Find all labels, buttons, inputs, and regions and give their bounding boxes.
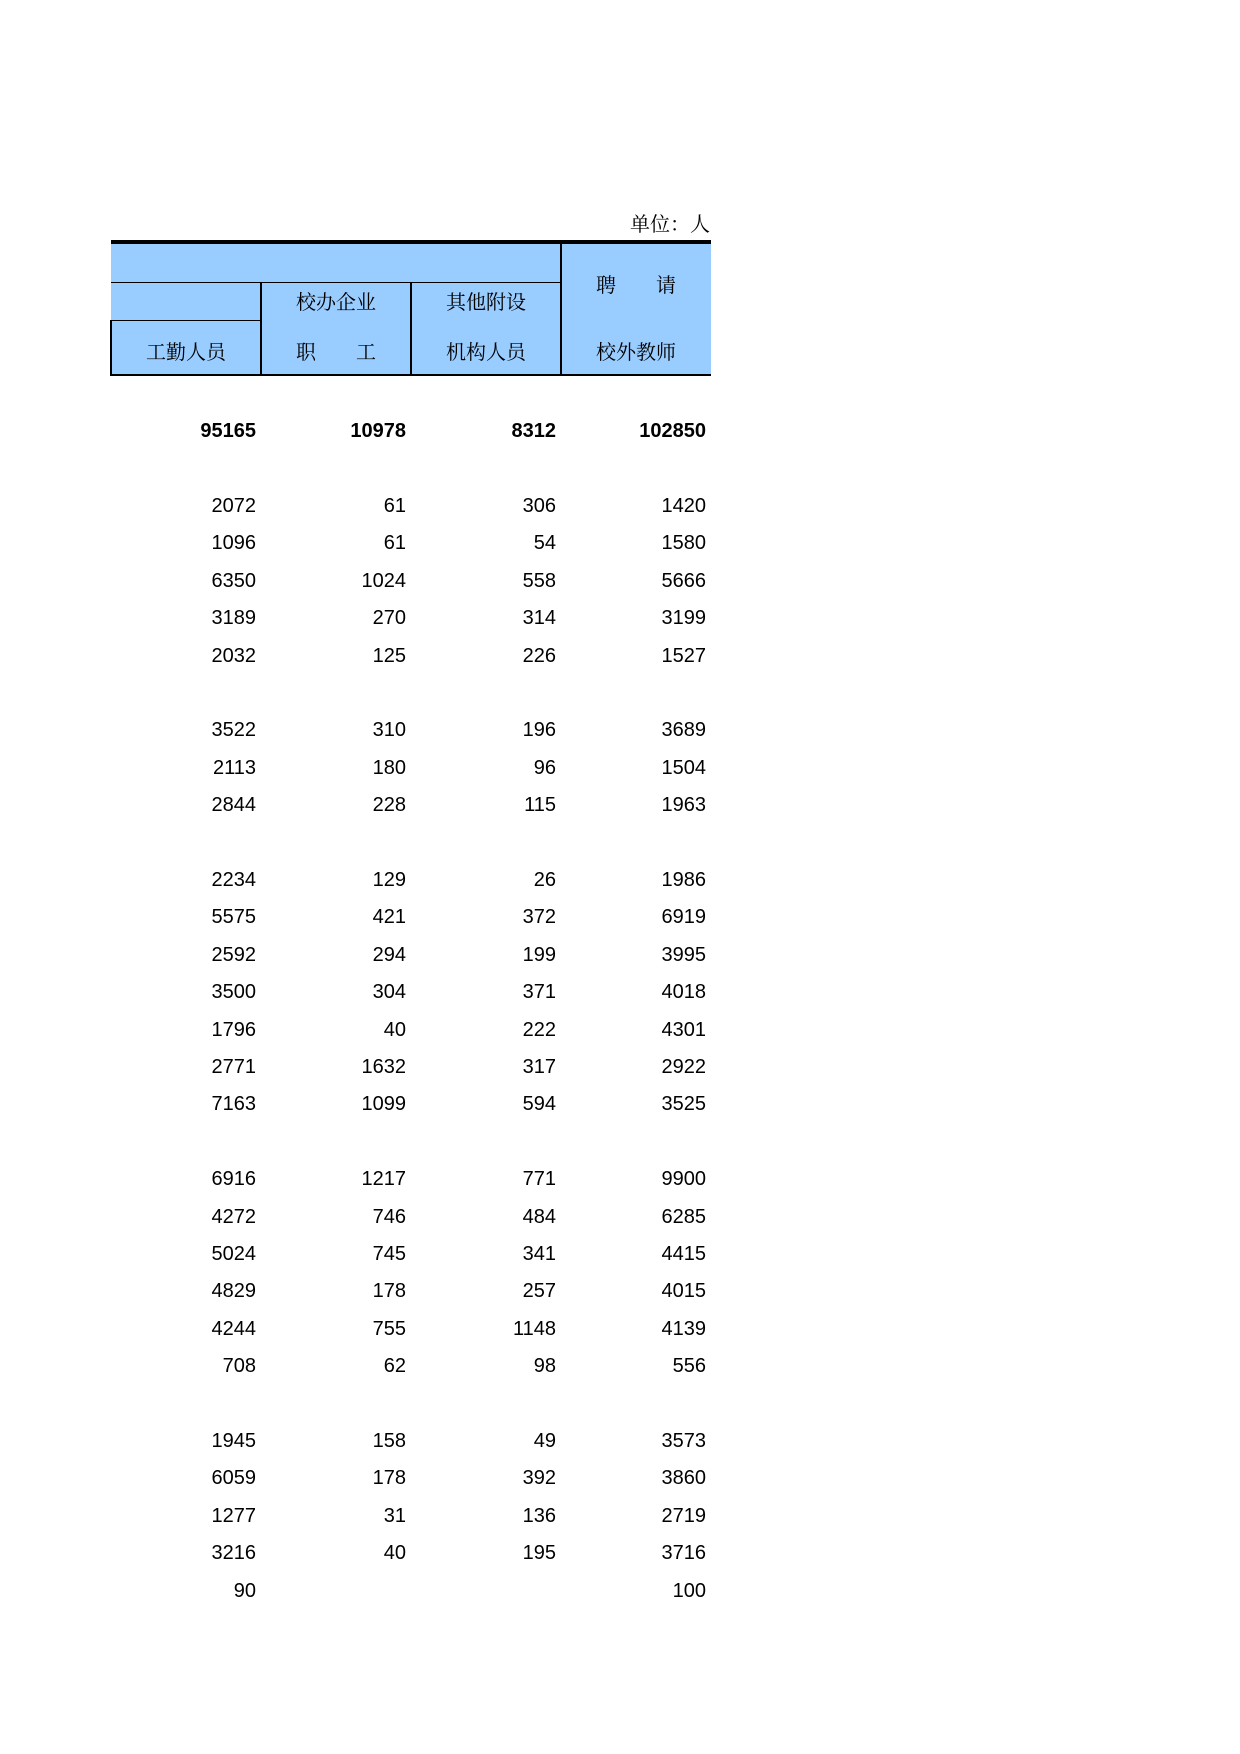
- table-cell: 4139: [661, 1317, 706, 1340]
- table-cell: 1099: [361, 1093, 406, 1116]
- table-cell: 2719: [661, 1504, 706, 1527]
- table-cell: 708: [222, 1355, 256, 1378]
- table-cell: 96: [533, 756, 556, 779]
- table-cell: 3573: [661, 1430, 706, 1452]
- table-cell: 3716: [661, 1542, 706, 1565]
- table-cell: 10978: [350, 420, 406, 442]
- table-cell: 6059: [211, 1467, 256, 1490]
- table-cell: 1217: [361, 1168, 406, 1191]
- table-cell: 61: [383, 495, 406, 517]
- table-row: [111, 1501, 711, 1531]
- header-col1-label: 工勤人员: [146, 340, 226, 364]
- table-cell: 4244: [211, 1317, 256, 1340]
- header-col4-line1: 聘 请: [596, 273, 676, 297]
- table-cell: 1504: [661, 756, 706, 779]
- table-cell: 4018: [661, 981, 706, 1004]
- table-cell: 746: [372, 1205, 406, 1228]
- table-cell: 556: [672, 1355, 706, 1378]
- table-row: [111, 1463, 711, 1493]
- table-cell: 5666: [661, 569, 706, 592]
- table-cell: 1580: [661, 532, 706, 555]
- table-cell: 6916: [211, 1168, 256, 1191]
- table-cell: 178: [372, 1280, 406, 1303]
- table-cell: 484: [522, 1205, 556, 1228]
- table-cell: 3189: [211, 607, 256, 630]
- table-cell: 4272: [211, 1205, 256, 1228]
- header-col3-line2: 机构人员: [446, 340, 526, 364]
- table-cell: 2234: [211, 869, 256, 891]
- table-cell: 6285: [661, 1205, 706, 1228]
- table-cell: 771: [522, 1168, 556, 1191]
- table-row: [111, 1089, 711, 1119]
- table-row: [111, 1052, 711, 1082]
- table-cell: 62: [383, 1355, 406, 1378]
- table-cell: 306: [522, 495, 556, 517]
- table-cell: 341: [522, 1243, 556, 1265]
- table-cell: 1096: [211, 532, 256, 555]
- table-cell: 270: [372, 607, 406, 630]
- table-row: [111, 790, 711, 820]
- total-row: [111, 416, 711, 446]
- table-header: [111, 240, 711, 376]
- table-cell: 1148: [512, 1317, 556, 1340]
- table-cell: 9900: [661, 1168, 706, 1191]
- table-cell: 100: [672, 1579, 706, 1602]
- table-cell: 199: [522, 943, 556, 966]
- table-cell: 228: [372, 794, 406, 817]
- table-cell: 40: [383, 1542, 406, 1565]
- table-cell: 3525: [661, 1093, 706, 1116]
- table-cell: 8312: [511, 420, 556, 442]
- header-col2-line2: 职 工: [296, 340, 376, 364]
- table-row: [111, 1239, 711, 1269]
- table-cell: 158: [372, 1430, 406, 1452]
- table-cell: 2922: [661, 1056, 706, 1078]
- table-cell: 2771: [211, 1056, 256, 1078]
- table-cell: 392: [522, 1467, 556, 1490]
- table-cell: 3522: [211, 719, 256, 742]
- table-cell: 115: [524, 794, 556, 817]
- table-row: [111, 528, 711, 558]
- table-cell: 2592: [211, 943, 256, 966]
- table-cell: 3995: [661, 943, 706, 966]
- table-cell: 40: [383, 1018, 406, 1041]
- table-cell: 1277: [211, 1504, 256, 1527]
- table-cell: 226: [522, 644, 556, 667]
- header-divider: [111, 320, 261, 321]
- table-cell: 257: [522, 1280, 556, 1303]
- table-cell: 125: [372, 644, 406, 667]
- table-row: [111, 1314, 711, 1344]
- table-cell: 1945: [211, 1430, 256, 1452]
- table-cell: 3689: [661, 719, 706, 742]
- table-row: [111, 940, 711, 970]
- table-cell: 1024: [361, 569, 406, 592]
- table-row: [111, 753, 711, 783]
- header-col2-line1: 校办企业: [296, 290, 376, 314]
- table-cell: 6350: [211, 569, 256, 592]
- table-cell: 3199: [661, 607, 706, 630]
- table-row: [111, 1164, 711, 1194]
- table-cell: 7163: [211, 1093, 256, 1116]
- table-row: [111, 566, 711, 596]
- table-cell: 2844: [211, 794, 256, 817]
- table-cell: 2113: [212, 756, 256, 779]
- table-row: [111, 715, 711, 745]
- unit-label: 单位：人: [630, 212, 710, 236]
- table-cell: 90: [233, 1579, 256, 1602]
- table-cell: 95165: [200, 420, 256, 442]
- table-cell: 755: [372, 1317, 406, 1340]
- table-cell: 745: [372, 1243, 406, 1265]
- table-cell: 371: [522, 981, 556, 1004]
- table-cell: 3500: [211, 981, 256, 1004]
- table-cell: 421: [372, 906, 406, 929]
- table-cell: 3216: [211, 1542, 256, 1565]
- table-row: [111, 1351, 711, 1381]
- table-cell: 180: [372, 756, 406, 779]
- table-cell: 1527: [661, 644, 706, 667]
- table-cell: 4301: [661, 1018, 706, 1041]
- table-cell: 1420: [661, 495, 706, 517]
- table-cell: 195: [522, 1542, 556, 1565]
- table-cell: 54: [533, 532, 556, 555]
- table-row: [111, 1576, 711, 1606]
- table-cell: 49: [533, 1430, 556, 1452]
- table-cell: 1986: [661, 869, 706, 891]
- table-cell: 31: [383, 1504, 406, 1527]
- table-cell: 1632: [361, 1056, 406, 1078]
- table-cell: 222: [522, 1018, 556, 1041]
- table-cell: 26: [533, 869, 556, 891]
- table-row: [111, 1202, 711, 1232]
- table-cell: 317: [522, 1056, 556, 1078]
- table-row: [111, 1276, 711, 1306]
- table-cell: 2072: [211, 495, 256, 517]
- table-cell: 558: [522, 569, 556, 592]
- table-cell: 98: [533, 1355, 556, 1378]
- table-cell: 129: [372, 869, 406, 891]
- table-row: [111, 1015, 711, 1045]
- table-cell: 1796: [211, 1018, 256, 1041]
- table-cell: 294: [372, 943, 406, 966]
- table-cell: 594: [522, 1093, 556, 1116]
- table-cell: 314: [522, 607, 556, 630]
- table-row: [111, 1426, 711, 1456]
- table-cell: 196: [522, 719, 556, 742]
- header-divider: [111, 282, 561, 283]
- table-row: [111, 1538, 711, 1568]
- table-cell: 304: [372, 981, 406, 1004]
- header-col4-line2: 校外教师: [596, 340, 676, 364]
- table-cell: 4015: [661, 1280, 706, 1303]
- table-cell: 5575: [211, 906, 256, 929]
- table-cell: 178: [372, 1467, 406, 1490]
- table-cell: 5024: [211, 1243, 256, 1265]
- table-row: [111, 865, 711, 895]
- table-row: [111, 641, 711, 671]
- table-cell: 4829: [211, 1280, 256, 1303]
- table-cell: 310: [372, 719, 406, 742]
- header-col3-line1: 其他附设: [446, 290, 526, 314]
- table-cell: 6919: [661, 906, 706, 929]
- table-cell: 136: [522, 1504, 556, 1527]
- table-cell: 3860: [661, 1467, 706, 1490]
- table-cell: 372: [522, 906, 556, 929]
- table-row: [111, 603, 711, 633]
- table-cell: 4415: [661, 1243, 706, 1265]
- table-cell: 2032: [211, 644, 256, 667]
- table-row: [111, 977, 711, 1007]
- table-row: [111, 902, 711, 932]
- table-cell: 61: [383, 532, 406, 555]
- table-cell: 102850: [639, 420, 706, 442]
- table-row: [111, 491, 711, 521]
- table-cell: 1963: [661, 794, 706, 817]
